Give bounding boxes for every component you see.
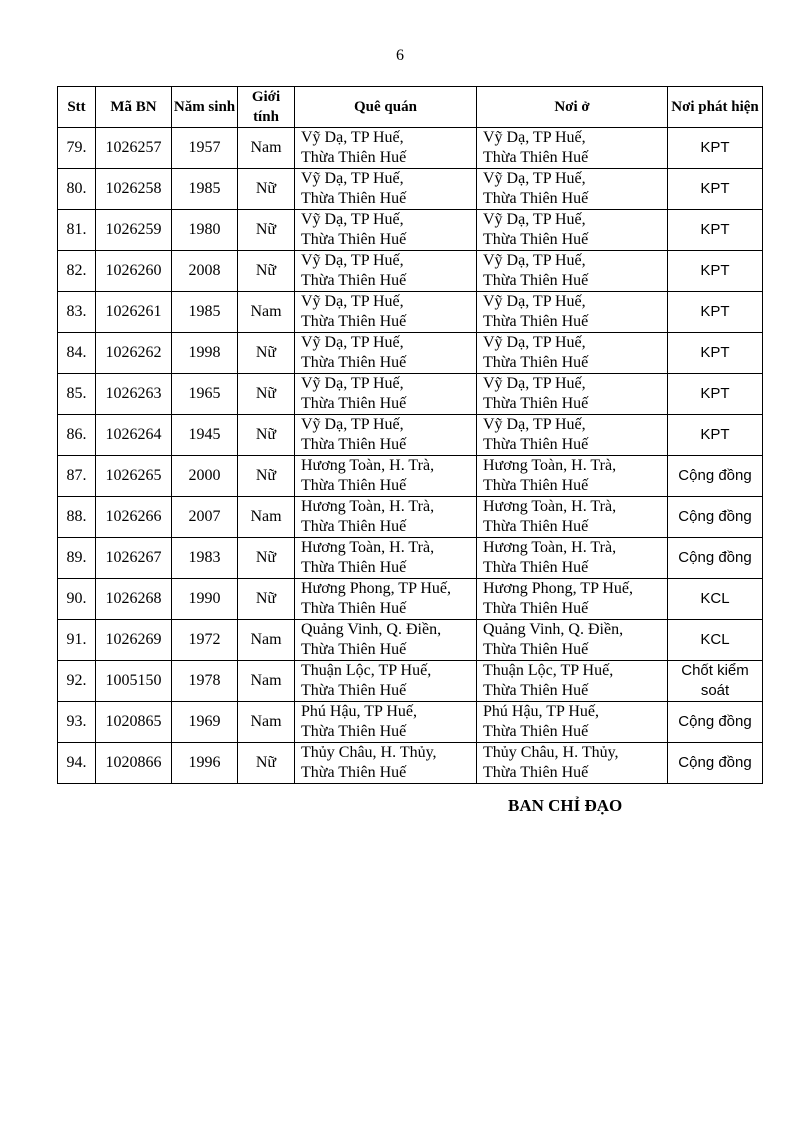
cell-noi-phat-hien: Cộng đồng — [668, 702, 763, 743]
cell-noi-o-line-2: Thừa Thiên Huế — [483, 682, 589, 699]
cell-que-quan-line-2: Thừa Thiên Huế — [301, 272, 407, 289]
cell-que-quan-line-1: Hương Toàn, H. Trà, — [301, 539, 435, 556]
cell-noi-o-line-2: Thừa Thiên Huế — [483, 272, 589, 289]
cell-gioi-tinh: Nữ — [238, 456, 295, 497]
cell-gioi-tinh: Nữ — [238, 579, 295, 620]
cell-que-quan — [295, 374, 477, 415]
cell-nam-sinh: 1985 — [172, 169, 238, 210]
cell-ma-bn: 1026260 — [96, 251, 172, 292]
cell-noi-o-line-2: Thừa Thiên Huế — [483, 477, 589, 494]
cell-nam-sinh: 2008 — [172, 251, 238, 292]
cell-noi-o-line-1: Phú Hậu, TP Huế, — [483, 703, 599, 720]
cell-stt: 85. — [58, 374, 96, 415]
cell-noi-o-line-2: Thừa Thiên Huế — [483, 764, 589, 781]
cell-que-quan-line-1: Vỹ Dạ, TP Huế, — [301, 416, 404, 433]
cell-noi-o-line-2: Thừa Thiên Huế — [483, 436, 589, 453]
cell-stt: 91. — [58, 620, 96, 661]
cell-noi-o-line-1: Vỹ Dạ, TP Huế, — [483, 170, 586, 187]
cell-que-quan-line-2: Thừa Thiên Huế — [301, 354, 407, 371]
cell-nam-sinh: 1996 — [172, 743, 238, 784]
cell-que-quan — [295, 292, 477, 333]
cell-noi-o — [477, 374, 668, 415]
cell-noi-o — [477, 251, 668, 292]
cell-gioi-tinh: Nữ — [238, 743, 295, 784]
cell-noi-o — [477, 497, 668, 538]
cell-noi-o — [477, 743, 668, 784]
cell-noi-phat-hien: Cộng đồng — [668, 538, 763, 579]
table-header-row — [58, 87, 763, 128]
table-row — [58, 579, 763, 620]
table-row — [58, 743, 763, 784]
cell-noi-o-line-2: Thừa Thiên Huế — [483, 723, 589, 740]
cell-stt: 88. — [58, 497, 96, 538]
cell-stt: 79. — [58, 128, 96, 169]
cell-noi-o-line-2: Thừa Thiên Huế — [483, 313, 589, 330]
cell-gioi-tinh: Nữ — [238, 210, 295, 251]
cell-ma-bn: 1026267 — [96, 538, 172, 579]
cell-ma-bn: 1026264 — [96, 415, 172, 456]
cell-nam-sinh: 2007 — [172, 497, 238, 538]
cell-noi-o-line-1: Hương Toàn, H. Trà, — [483, 539, 617, 556]
header-ma-bn: Mã BN — [96, 87, 172, 128]
cell-que-quan — [295, 251, 477, 292]
cell-noi-o — [477, 661, 668, 702]
cell-que-quan — [295, 456, 477, 497]
cell-noi-o-line-2: Thừa Thiên Huế — [483, 600, 589, 617]
cell-noi-phat-hien: Cộng đồng — [668, 743, 763, 784]
table-row — [58, 169, 763, 210]
cell-ma-bn: 1026269 — [96, 620, 172, 661]
cell-nam-sinh: 1969 — [172, 702, 238, 743]
cell-nam-sinh: 1957 — [172, 128, 238, 169]
cell-que-quan — [295, 620, 477, 661]
cell-que-quan-line-1: Hương Toàn, H. Trà, — [301, 498, 435, 515]
cell-que-quan-line-1: Vỹ Dạ, TP Huế, — [301, 170, 404, 187]
cell-ma-bn: 1026265 — [96, 456, 172, 497]
cell-que-quan — [295, 169, 477, 210]
table-row — [58, 374, 763, 415]
cell-que-quan-line-2: Thừa Thiên Huế — [301, 395, 407, 412]
cell-noi-phat-hien: KCL — [668, 579, 763, 620]
cell-noi-o — [477, 538, 668, 579]
cell-noi-phat-hien: KPT — [668, 415, 763, 456]
cell-que-quan-line-2: Thừa Thiên Huế — [301, 764, 407, 781]
cell-noi-o-line-1: Vỹ Dạ, TP Huế, — [483, 211, 586, 228]
cell-stt: 93. — [58, 702, 96, 743]
cell-que-quan — [295, 661, 477, 702]
cell-gioi-tinh: Nam — [238, 620, 295, 661]
cell-noi-o — [477, 456, 668, 497]
cell-ma-bn: 1026263 — [96, 374, 172, 415]
cell-gioi-tinh: Nữ — [238, 333, 295, 374]
header-noi-o: Nơi ở — [477, 87, 668, 128]
cell-noi-o-line-2: Thừa Thiên Huế — [483, 190, 589, 207]
table-row — [58, 538, 763, 579]
table-row — [58, 333, 763, 374]
header-nam-sinh: Năm sinh — [172, 87, 238, 128]
cell-noi-o — [477, 579, 668, 620]
cell-que-quan-line-2: Thừa Thiên Huế — [301, 641, 407, 658]
cell-que-quan-line-1: Vỹ Dạ, TP Huế, — [301, 211, 404, 228]
cell-que-quan-line-1: Hương Phong, TP Huế, — [301, 580, 452, 597]
cell-gioi-tinh: Nữ — [238, 251, 295, 292]
cell-nam-sinh: 1965 — [172, 374, 238, 415]
cell-nam-sinh: 1980 — [172, 210, 238, 251]
cell-noi-o — [477, 415, 668, 456]
cell-noi-phat-hien: KPT — [668, 210, 763, 251]
cell-noi-phat-hien: Cộng đồng — [668, 497, 763, 538]
cell-stt: 83. — [58, 292, 96, 333]
cell-noi-o-line-2: Thừa Thiên Huế — [483, 518, 589, 535]
cell-noi-phat-hien: KCL — [668, 620, 763, 661]
cell-noi-o-line-1: Vỹ Dạ, TP Huế, — [483, 416, 586, 433]
cell-noi-phat-hien: KPT — [668, 292, 763, 333]
table-row — [58, 620, 763, 661]
cell-noi-phat-hien: KPT — [668, 169, 763, 210]
table-row — [58, 456, 763, 497]
cell-que-quan-line-2: Thừa Thiên Huế — [301, 600, 407, 617]
cases-table — [57, 86, 763, 784]
cell-que-quan — [295, 333, 477, 374]
cell-noi-phat-hien: Cộng đồng — [668, 456, 763, 497]
cell-noi-o-line-1: Vỹ Dạ, TP Huế, — [483, 334, 586, 351]
table-row — [58, 210, 763, 251]
cell-gioi-tinh: Nữ — [238, 415, 295, 456]
cell-que-quan — [295, 743, 477, 784]
table-row — [58, 661, 763, 702]
cell-que-quan — [295, 579, 477, 620]
cell-ma-bn: 1020866 — [96, 743, 172, 784]
cell-que-quan — [295, 497, 477, 538]
cell-noi-o-line-1: Quảng Vinh, Q. Điền, — [483, 621, 624, 638]
cell-ma-bn: 1026261 — [96, 292, 172, 333]
cell-noi-o — [477, 292, 668, 333]
cell-noi-o — [477, 620, 668, 661]
cell-que-quan — [295, 538, 477, 579]
cell-gioi-tinh: Nam — [238, 128, 295, 169]
table-row — [58, 251, 763, 292]
cell-que-quan-line-1: Quảng Vinh, Q. Điền, — [301, 621, 442, 638]
cell-ma-bn: 1026262 — [96, 333, 172, 374]
cell-nam-sinh: 2000 — [172, 456, 238, 497]
cell-stt: 86. — [58, 415, 96, 456]
cell-noi-o-line-1: Thủy Châu, H. Thủy, — [483, 744, 619, 761]
cell-nam-sinh: 1985 — [172, 292, 238, 333]
cell-noi-o — [477, 210, 668, 251]
cell-nam-sinh: 1978 — [172, 661, 238, 702]
header-gioi-tinh: Giới tính — [238, 87, 295, 128]
cell-noi-o-line-2: Thừa Thiên Huế — [483, 641, 589, 658]
cell-que-quan-line-1: Vỹ Dạ, TP Huế, — [301, 252, 404, 269]
cell-gioi-tinh: Nữ — [238, 169, 295, 210]
cell-stt: 89. — [58, 538, 96, 579]
header-que-quan: Quê quán — [295, 87, 477, 128]
cell-que-quan-line-1: Thuận Lộc, TP Huế, — [301, 662, 432, 679]
cell-que-quan-line-2: Thừa Thiên Huế — [301, 231, 407, 248]
header-noi-phat-hien: Nơi phát hiện — [668, 87, 763, 128]
cell-noi-o-line-1: Vỹ Dạ, TP Huế, — [483, 293, 586, 310]
cell-gioi-tinh: Nam — [238, 702, 295, 743]
cell-noi-o-line-1: Hương Toàn, H. Trà, — [483, 498, 617, 515]
cell-que-quan-line-1: Vỹ Dạ, TP Huế, — [301, 334, 404, 351]
cell-que-quan-line-1: Vỹ Dạ, TP Huế, — [301, 375, 404, 392]
cell-que-quan-line-1: Vỹ Dạ, TP Huế, — [301, 293, 404, 310]
cell-que-quan-line-1: Hương Toàn, H. Trà, — [301, 457, 435, 474]
cell-que-quan — [295, 415, 477, 456]
cell-noi-o-line-1: Thuận Lộc, TP Huế, — [483, 662, 614, 679]
cell-gioi-tinh: Nam — [238, 292, 295, 333]
table-row — [58, 415, 763, 456]
cell-que-quan-line-1: Thủy Châu, H. Thủy, — [301, 744, 437, 761]
cell-que-quan — [295, 128, 477, 169]
cell-noi-o-line-2: Thừa Thiên Huế — [483, 395, 589, 412]
cell-gioi-tinh: Nam — [238, 661, 295, 702]
cell-ma-bn: 1026258 — [96, 169, 172, 210]
cell-noi-phat-hien: KPT — [668, 251, 763, 292]
cell-noi-phat-hien: KPT — [668, 128, 763, 169]
cell-que-quan — [295, 210, 477, 251]
cell-ma-bn: 1026257 — [96, 128, 172, 169]
table-row — [58, 292, 763, 333]
cell-que-quan-line-1: Phú Hậu, TP Huế, — [301, 703, 417, 720]
cell-gioi-tinh: Nữ — [238, 538, 295, 579]
cell-noi-o-line-2: Thừa Thiên Huế — [483, 354, 589, 371]
cell-gioi-tinh: Nam — [238, 497, 295, 538]
page-number: 6 — [396, 47, 404, 64]
cell-noi-o-line-2: Thừa Thiên Huế — [483, 231, 589, 248]
cell-noi-phat-hien: Chốt kiểm soát — [668, 661, 763, 702]
cell-noi-o — [477, 128, 668, 169]
header-stt: Stt — [58, 87, 96, 128]
cell-nam-sinh: 1983 — [172, 538, 238, 579]
cell-ma-bn: 1026259 — [96, 210, 172, 251]
cell-que-quan-line-2: Thừa Thiên Huế — [301, 313, 407, 330]
cell-que-quan-line-2: Thừa Thiên Huế — [301, 559, 407, 576]
cell-nam-sinh: 1998 — [172, 333, 238, 374]
cell-ma-bn: 1026268 — [96, 579, 172, 620]
cell-nam-sinh: 1990 — [172, 579, 238, 620]
cell-nam-sinh: 1972 — [172, 620, 238, 661]
cell-stt: 80. — [58, 169, 96, 210]
cell-que-quan-line-2: Thừa Thiên Huế — [301, 190, 407, 207]
cell-noi-o-line-2: Thừa Thiên Huế — [483, 559, 589, 576]
cell-stt: 87. — [58, 456, 96, 497]
cell-stt: 82. — [58, 251, 96, 292]
cell-stt: 84. — [58, 333, 96, 374]
cell-noi-o-line-1: Vỹ Dạ, TP Huế, — [483, 252, 586, 269]
cell-noi-o-line-1: Vỹ Dạ, TP Huế, — [483, 375, 586, 392]
cell-que-quan-line-2: Thừa Thiên Huế — [301, 518, 407, 535]
cell-gioi-tinh: Nữ — [238, 374, 295, 415]
cell-stt: 90. — [58, 579, 96, 620]
cell-que-quan-line-2: Thừa Thiên Huế — [301, 682, 407, 699]
cell-ma-bn: 1020865 — [96, 702, 172, 743]
cell-stt: 92. — [58, 661, 96, 702]
cell-ma-bn: 1026266 — [96, 497, 172, 538]
cell-que-quan — [295, 702, 477, 743]
cell-noi-o-line-1: Vỹ Dạ, TP Huế, — [483, 129, 586, 146]
cell-que-quan-line-1: Vỹ Dạ, TP Huế, — [301, 129, 404, 146]
cell-stt: 81. — [58, 210, 96, 251]
cell-ma-bn: 1005150 — [96, 661, 172, 702]
cell-noi-o — [477, 169, 668, 210]
cell-noi-o — [477, 702, 668, 743]
cell-nam-sinh: 1945 — [172, 415, 238, 456]
cell-stt: 94. — [58, 743, 96, 784]
cell-que-quan-line-2: Thừa Thiên Huế — [301, 477, 407, 494]
table-row — [58, 497, 763, 538]
cell-noi-phat-hien: KPT — [668, 374, 763, 415]
table-row — [58, 702, 763, 743]
cell-que-quan-line-2: Thừa Thiên Huế — [301, 149, 407, 166]
cell-noi-o-line-2: Thừa Thiên Huế — [483, 149, 589, 166]
cell-noi-o-line-1: Hương Phong, TP Huế, — [483, 580, 634, 597]
signature-title: BAN CHỈ ĐẠO — [508, 796, 623, 815]
cell-noi-o-line-1: Hương Toàn, H. Trà, — [483, 457, 617, 474]
cell-que-quan-line-2: Thừa Thiên Huế — [301, 723, 407, 740]
cell-que-quan-line-2: Thừa Thiên Huế — [301, 436, 407, 453]
cell-noi-o — [477, 333, 668, 374]
table-row — [58, 128, 763, 169]
cell-noi-phat-hien: KPT — [668, 333, 763, 374]
